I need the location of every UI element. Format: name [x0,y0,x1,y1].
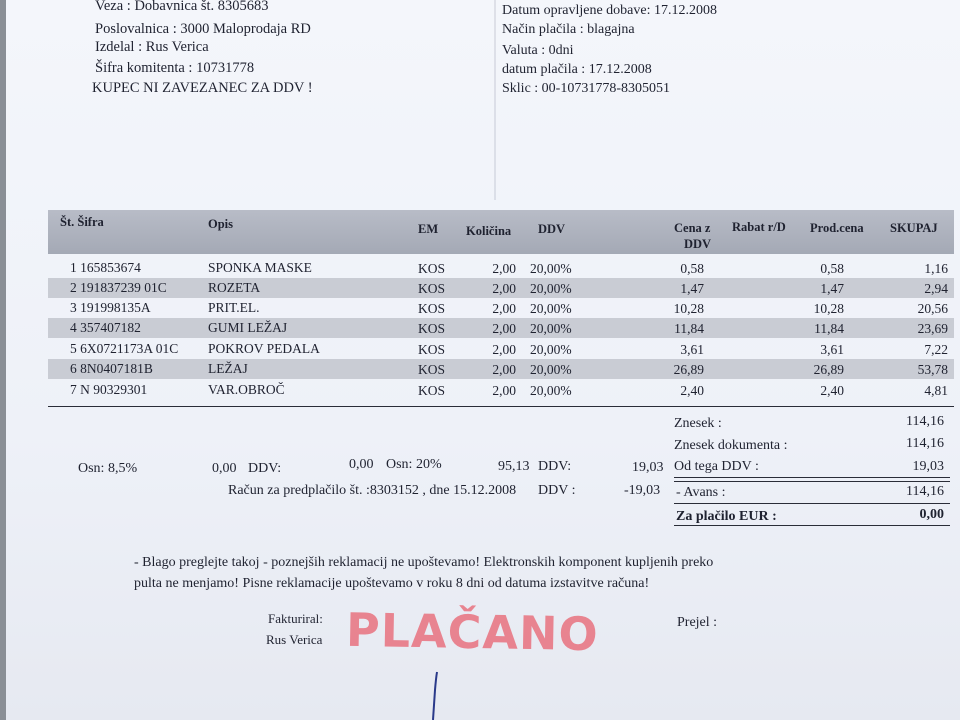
nacin-placila-text: Način plačila : blagajna [502,22,635,37]
row-opis: GUMI LEŽAJ [208,320,288,335]
table-row [48,278,954,298]
fakturiral-name: Rus Verica [266,632,323,647]
row-em: KOS [418,281,446,296]
row-skupaj: 2,94 [924,281,948,296]
col-st-sifra: Št. Šifra [60,215,104,229]
row-skupaj: 1,16 [924,261,948,276]
row-skupaj: 4,81 [924,383,948,398]
row-skupaj: 7,22 [924,342,948,357]
col-kolicina: Količina [466,224,512,238]
row-kolicina: 2,00 [492,342,516,357]
invoice-paper [6,0,960,720]
row-em: KOS [418,342,446,357]
row-no-sifra: 4 357407182 [70,320,141,335]
avans-rule [674,503,950,504]
tax-val-000b: 0,00 [349,457,374,472]
col-opis: Opis [208,217,234,231]
row-opis: LEŽAJ [208,361,248,376]
row-opis: VAR.OBROČ [208,382,285,397]
ddv-label-2: DDV: [538,459,572,474]
row-cena: 3,61 [680,342,704,357]
avans-value: 114,16 [906,484,944,499]
ddv-label-3: DDV : [538,483,576,498]
row-kolicina: 2,00 [492,301,516,316]
row-opis: POKROV PEDALA [208,341,320,356]
sifra-komitenta-text: Šifra komitenta : 10731778 [95,60,255,76]
row-prod-cena: 11,84 [814,321,844,336]
row-prod-cena: 2,40 [820,383,844,398]
row-cena: 0,58 [680,261,704,276]
table-row [48,258,954,278]
datum-placila-text: datum plačila : 17.12.2008 [502,62,652,77]
table-header [48,210,954,254]
znesek-dokumenta-label: Znesek dokumenta : [674,438,788,453]
osn-20-label: Osn: 20% [386,457,442,472]
table-row [48,380,954,400]
row-no-sifra: 6 8N0407181B [70,361,153,376]
signature-mark [421,670,451,720]
row-cena: 11,84 [674,321,704,336]
row-skupaj: 23,69 [917,321,948,336]
row-ddv: 20,00% [530,301,572,316]
prejel-label: Prejel : [677,615,718,630]
datum-dobave-text: Datum opravljene dobave: 17.12.2008 [502,3,718,18]
row-skupaj: 20,56 [917,301,948,316]
row-ddv: 20,00% [530,261,572,276]
row-em: KOS [418,321,446,336]
row-ddv: 20,00% [530,383,572,398]
za-placilo-label: Za plačilo EUR : [676,509,777,524]
table-row [48,318,954,338]
row-no-sifra: 2 191837239 01C [70,280,167,295]
col-em: EM [418,222,439,236]
notice-line-2: pulta ne menjamo! Pisne reklamacije upoštevamo v roku 8 dni od datuma izstavitve računa! [134,576,650,591]
row-prod-cena: 0,58 [820,261,844,276]
row-no-sifra: 3 191998135A [70,300,151,315]
fakturiral-label: Fakturiral: [268,611,323,626]
osn-85-label: Osn: 8,5% [78,461,138,476]
notice-line-1: - Blago preglejte takoj - poznejših reklamacij ne upoštevamo! Elektronskih komponent kupljenih preko [134,555,714,570]
tax-val-neg1903: -19,03 [624,483,661,498]
table-row [48,359,954,379]
predplacilo-text: Račun za predplačilo št. :8303152 , dne 15.12.2008 [228,483,517,498]
za-placilo-rule [674,525,950,526]
ddv-label-1: DDV: [248,461,282,476]
tax-val-1903: 19,03 [632,460,664,475]
row-skupaj: 53,78 [917,362,948,377]
row-opis: PRIT.EL. [208,300,260,315]
col-rabat: Rabat r/D [732,220,786,234]
paper-fold [494,0,496,200]
row-prod-cena: 1,47 [820,281,844,296]
table-row [48,298,954,318]
poslovalnica-text: Poslovalnica : 3000 Maloprodaja RD [95,21,311,37]
izdelal-text: Izdelal : Rus Verica [95,39,209,55]
znesek-dokumenta-value: 114,16 [906,436,944,451]
col-prod-cena: Prod.cena [810,221,864,235]
row-cena: 10,28 [673,301,704,316]
row-ddv: 20,00% [530,321,572,336]
row-em: KOS [418,362,446,377]
row-em: KOS [418,261,446,276]
znesek-value: 114,16 [906,414,944,429]
row-ddv: 20,00% [530,362,572,377]
od-tega-ddv-label: Od tega DDV : [674,459,759,474]
row-ddv: 20,00% [530,342,572,357]
kupec-text: KUPEC NI ZAVEZANEC ZA DDV ! [92,80,313,96]
row-no-sifra: 5 6X0721173A 01C [70,341,179,356]
row-prod-cena: 3,61 [820,342,844,357]
znesek-label: Znesek : [674,416,722,431]
od-tega-ddv-value: 19,03 [912,459,944,474]
col-ddv: DDV [538,222,566,236]
row-ddv: 20,00% [530,281,572,296]
col-cena-z: Cena z [674,221,711,235]
tax-val-9513: 95,13 [498,459,530,474]
row-cena: 26,89 [673,362,704,377]
row-no-sifra: 1 165853674 [70,260,141,275]
veza-text: Veza : Dobavnica št. 8305683 [95,0,269,14]
sklic-text: Sklic : 00-10731778-8305051 [502,81,670,96]
za-placilo-value: 0,00 [919,507,944,522]
tax-val-000: 0,00 [212,461,237,476]
avans-label: - Avans : [676,485,726,500]
row-prod-cena: 10,28 [813,301,844,316]
row-kolicina: 2,00 [492,261,516,276]
row-opis: ROZETA [208,280,261,295]
placano-stamp: PLAČANO [345,602,600,662]
row-kolicina: 2,00 [492,281,516,296]
totals-double-rule [674,477,950,482]
row-kolicina: 2,00 [492,321,516,336]
row-opis: SPONKA MASKE [208,260,312,275]
row-cena: 1,47 [680,281,704,296]
row-em: KOS [418,383,446,398]
row-cena: 2,40 [680,383,704,398]
row-prod-cena: 26,89 [813,362,844,377]
table-bottom-rule [48,406,954,407]
col-skupaj: SKUPAJ [890,221,938,235]
table-row [48,339,954,359]
row-no-sifra: 7 N 90329301 [70,382,148,397]
valuta-text: Valuta : 0dni [502,43,574,58]
row-kolicina: 2,00 [492,383,516,398]
row-em: KOS [418,301,446,316]
col-cena-ddv: DDV [684,237,712,251]
row-kolicina: 2,00 [492,362,516,377]
